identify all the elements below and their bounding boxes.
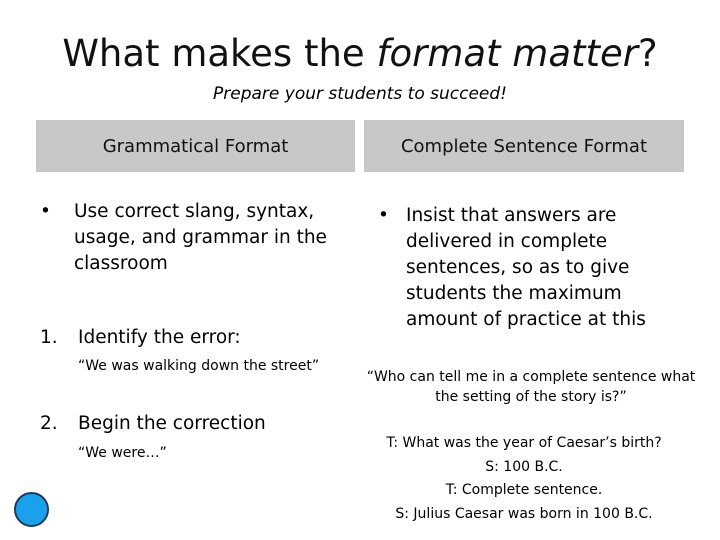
numbered-item-2-number: 2.	[40, 413, 58, 434]
complete-sentence-format-header	[364, 120, 684, 172]
slide-title	[0, 30, 720, 78]
title-part-2: ?	[638, 32, 658, 75]
bullet-dot-icon: •	[378, 205, 389, 226]
slide-subtitle: Prepare your students to succeed!	[213, 84, 507, 104]
dialogue-line: T: Complete sentence.	[445, 482, 603, 498]
grammatical-format-header	[36, 120, 355, 172]
blue-circle-icon[interactable]	[14, 492, 49, 527]
grammatical-format-header-label: Grammatical Format	[102, 135, 289, 157]
numbered-item-1-number: 1.	[40, 327, 58, 348]
numbered-item-1-quote: “We was walking down the street”	[78, 358, 320, 374]
complete-sentence-format-header-label: Complete Sentence Format	[400, 135, 648, 157]
numbered-item-1-text: Identify the error:	[78, 327, 241, 348]
title-part-1: What makes the	[62, 32, 377, 75]
dialogue-line: S: Julius Caesar was born in 100 B.C.	[395, 505, 653, 522]
title-italic: format matter	[376, 32, 639, 75]
right-bullet-text: Insist that answers are delivered in complete sentences, so as to give students the maximum amount of practice at this	[406, 205, 646, 330]
right-quote: “Who can tell me in a complete sentence what the setting of the story is?”	[366, 369, 696, 405]
dialogue-line: T: What was the year of Caesar’s birth?	[386, 435, 662, 451]
numbered-item-1	[40, 325, 241, 351]
numbered-item-2-quote: “We were…”	[78, 445, 167, 461]
numbered-item-2	[40, 411, 266, 437]
bullet-dot-icon: •	[40, 201, 51, 222]
left-bullet-text: Use correct slang, syntax, usage, and grammar in the classroom	[74, 201, 327, 274]
dialogue-line: S: 100 B.C.	[485, 458, 563, 475]
numbered-item-2-text: Begin the correction	[78, 413, 266, 434]
dialogue-example	[364, 432, 684, 526]
